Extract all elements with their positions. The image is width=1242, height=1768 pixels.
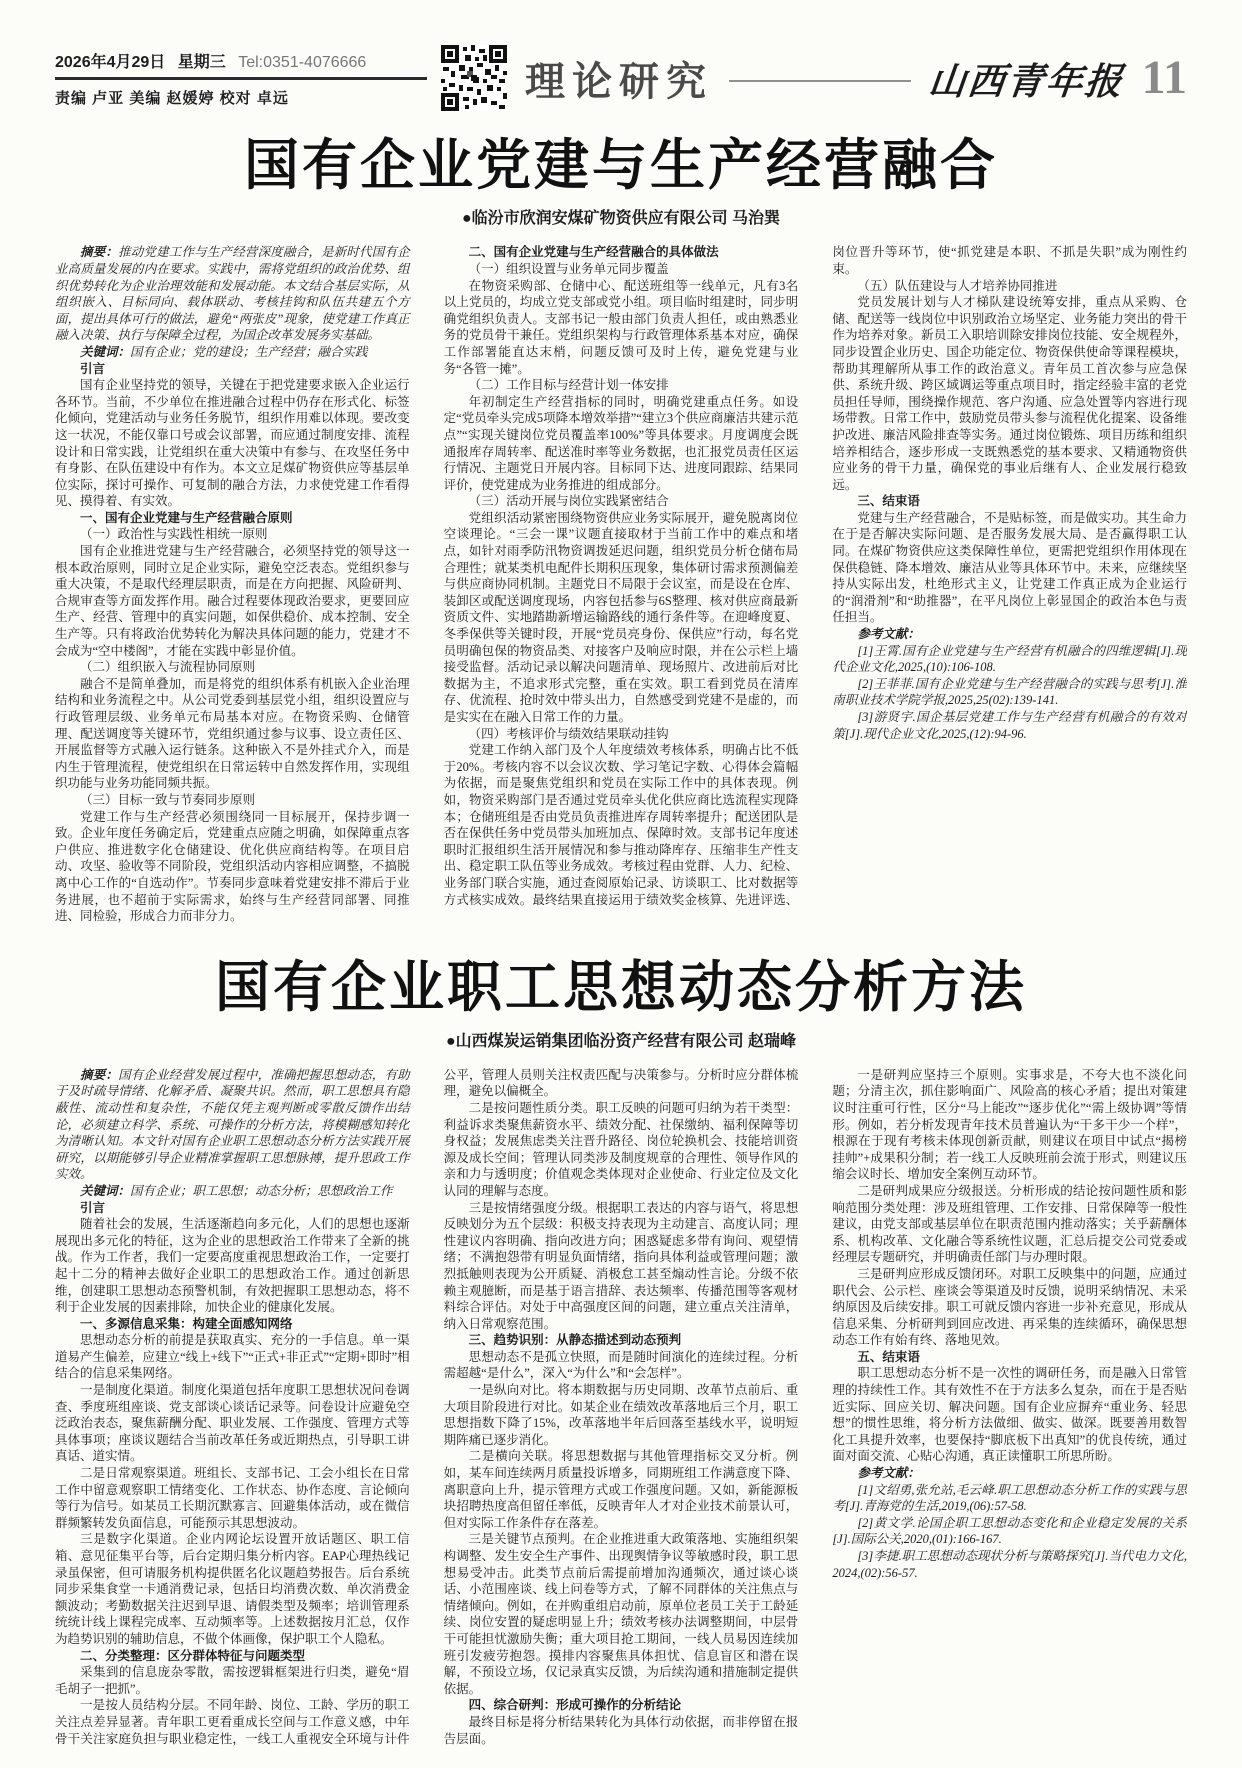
- paragraph: 国有企业推进党建与生产经营融合，必须坚持党的领导这一根本政治原则，同时立足企业实际，避免空泛表态。党组织参与重大决策，不是取代经理层职责，而是在方向把握、风险研判、合规审查等方面发挥作用。融合过程要体现政治要求，更要回应生产、经营、管理中的真实问题，如保供稳价、成本控制、安全生产等。只有将政治优势转化为解决具体问题的能力，党建才不会成为“空中楼阁”，才能在实践中彰显价值。: [55, 544, 410, 658]
- page-number: 11: [1141, 51, 1187, 104]
- publication-date: 2026年4月29日: [55, 53, 166, 71]
- paragraph: 一是制度化渠道。制度化渠道包括年度职工思想状况问卷调查、季度班组座谈、党支部谈心谈话记录等。问卷设计应避免空泛政治表态，聚焦薪酬分配、职业发展、工作强度、管理方式等具体事项；座谈议题结合当前改革任务或近期热点，引导职工讲真话、道实情。: [55, 1383, 410, 1464]
- paragraph: 思想动态不是孤立快照，而是随时间演化的连续过程。分析需超越“是什么”，深入“为什么”和“会怎样”。: [443, 1349, 799, 1381]
- reference-item: [3]游贤宇.国企基层党建工作与生产经营有机融合的有效对策[J].现代企业文化,2025,(12):94-96.: [832, 710, 1187, 741]
- header-rule-line: [729, 80, 911, 82]
- paragraph: 党建工作纳入部门及个人年度绩效考核体系，明确占比不低于20%。考核内容不以会议次数、学习笔记字数、心得体会篇幅为依据，而是聚焦党组织和党员在实际工作中的具体表现。例如，物资采购部门是否通过党员牵头优化供应商比选流程实现降本；仓储班组是否由党员负责推进库存周转率提升；配送团队是否在保供任务中党员带头加班加点、保障时效。支部书记年度述职时汇报组织生活开展情况和参与推动降库存、压缩非生产性支出、稳定职工队伍等业务成效。考核过程由党群、人力、纪检、业务部门联合实施，通过查阅原始记录、访谈职工、比对数据等方式核实成效。最终结果直接运用于绩效奖金核算、先进评选、岗位晋升等环节，使“抓党建是本职、不抓是失职”成为刚性约束。: [443, 245, 1187, 907]
- paragraph-label: 摘要：: [80, 245, 119, 260]
- reference-item: [3]李捷.职工思想动态现状分析与策略探究[J].当代电力文化,2024,(02):56-57.: [832, 1549, 1187, 1580]
- paragraph: （三）活动开展与岗位实践紧密结合: [468, 494, 669, 509]
- section-heading: 引言: [80, 361, 106, 376]
- paragraph: 一是按人员结构分层。不同年龄、岗位、工龄、学历的职工关注点差异显著。青年职工更看重成长空间与工作意义感，中年骨干关注家庭负担与职业稳定性，一线工人重视安全环境与计件公平，管理人员则关注权责匹配与决策参与。分析时应分群体梳理，避免以偏概全。: [55, 1067, 799, 1746]
- paragraph: （五）队伍建设与人才培养协同推进: [857, 278, 1058, 293]
- qr-code-icon: [441, 45, 507, 111]
- section-heading: 引言: [80, 1200, 106, 1215]
- section-heading: 三、趋势识别：从静态描述到动态预判: [468, 1333, 682, 1348]
- article-body: [55, 244, 1187, 928]
- section-heading: 四、综合研判：形成可操作的分析结论: [468, 1698, 682, 1713]
- paragraph: 关键词：国有企业；职工思想；动态分析；思想政治工作: [80, 1183, 393, 1198]
- article-byline: ●山西煤炭运销集团临汾资产经营有限公司 赵瑞峰: [445, 1032, 797, 1050]
- section-title: 理论研究: [525, 58, 713, 104]
- page-header: [55, 38, 1187, 118]
- paragraph: 二是日常观察渠道。班组长、支部书记、工会小组长在日常工作中留意观察职工情绪变化、工作状态、协作态度、言论倾向等行为信号。如某员工长期沉默寡言、回避集体活动，或在微信群频繁转发负面信息，可能预示其思想波动。: [55, 1466, 410, 1530]
- header-left-block: [55, 49, 427, 108]
- paragraph: （三）目标一致与节奏同步原则: [80, 792, 256, 807]
- paragraph: 职工思想动态分析不是一次性的调研任务，而是融入日常管理的持续性工作。其有效性不在于方法多么复杂，而在于是否贴近实际、回应关切、解决问题。国有企业应摒弃“重业务、轻思想”的惯性思维，将分析方法做细、做实、做深。既要善用数智化工具提升效率，也要保持“脚底板下出真知”的优良传统，通过面对面交流、心贴心沟通，真正读懂职工所思所盼。: [832, 1366, 1187, 1464]
- paragraph: 二是研判成果应分级报送。分析形成的结论按问题性质和影响范围分类处理：涉及班组管理、工作安排、日常保障等一般性建议，由党支部或基层单位在职责范围内推动落实；关乎薪酬体系、机构改革、文化融合等系统性议题，汇总后提交公司党委或经理层专题研究，并明确责任部门与办理时限。: [832, 1183, 1187, 1265]
- paragraph: （四）考核评价与绩效结果联动挂钩: [468, 726, 669, 741]
- paragraph: 参考文献：: [857, 627, 920, 642]
- reference-item: [1]王霄.国有企业党建与生产经营有机融合的四维逻辑[J].现代企业文化,2025,(10):106-108.: [832, 643, 1187, 675]
- header-divider: [55, 77, 427, 80]
- paragraph: 三是研判应形成反馈闭环。对职工反映集中的问题，应通过职代会、公示栏、座谈会等渠道及时反馈，说明采纳情况、未采纳原因及后续安排。职工可就反馈内容进一步补充意见，形成从信息采集、分析研判到回应改进、再采集的连续循环，确保思想动态工作有始有终、落地见效。: [832, 1266, 1187, 1348]
- editors-row: 责编 卢亚 美编 赵媛婷 校对 卓远: [55, 89, 289, 107]
- paragraph: 采集到的信息庞杂零散，需按逻辑框架进行归类，避免“眉毛胡子一把抓”。: [55, 1665, 410, 1696]
- paragraph-label: 摘要：: [80, 1067, 119, 1082]
- paragraph: 党建与生产经营融合，不是贴标签，而是做实功。其生命力在于是否解决实际问题、是否服务发展大局、是否赢得职工认同。在煤矿物资供应这类保障性单位，更需把党组织作用体现在保供稳链、降本增效、廉洁从业等具体环节中。未来，应继续坚持从实际出发，杜绝形式主义，让党建工作真正成为企业运行的“润滑剂”和“助推器”，在平凡岗位上彰显国企的政治本色与责任担当。: [832, 510, 1187, 625]
- paragraph: 二是横向关联。将思想数据与其他管理指标交叉分析。例如，某车间连续两月质量投诉增多，同期班组工作满意度下降、离职意向上升，提示管理方式或工作强度问题。又如，新能源板块招聘热度高但留任率低，反映青年人才对企业技术前景认可，但对实际工作条件存在落差。: [443, 1449, 799, 1530]
- article-ideological-analysis: [55, 958, 1187, 1750]
- paragraph: 摘要：推动党建工作与生产经营深度融合，是新时代国有企业高质量发展的内在要求。实践中，需将党组织的政治优势、组织优势转化为企业治理效能和发展动能。本文结合基层实际，从组织嵌入、目标同向、载体联动、考核挂钩和队伍共建五个方面，提出具体可行的做法，避免“两张皮”现象，使党建工作真正融入决策、执行与保障全过程，为国企改革发展务实基础。: [55, 245, 410, 343]
- paragraph: （二）工作目标与经营计划一体安排: [468, 378, 669, 393]
- phone-number: Tel:0351-4076666: [238, 53, 367, 71]
- reference-item: [1]文绍勇,张允站,毛云峰.职工思想动态分析工作的实践与思考[J].青海党的生活,2019,(06):57-58.: [832, 1482, 1187, 1514]
- weekday: 星期三: [177, 53, 226, 71]
- paragraph: 三是按情绪强度分级。根据职工表达的内容与语气，将思想反映划分为五个层级：积极支持表现为主动建言、高度认同；理性建议内容明确、指向改进方向；困惑疑虑多带有询问、观望情绪；不满抱怨带有明显负面情绪，指向具体利益或管理问题；激烈抵触则表现为公开质疑、消极怠工甚至煽动性言论。分级不依赖主观臆断，而是基于语言措辞、表达频率、传播范围等客观材料综合评估。对处于中高强度区间的问题，建立重点关注清单，纳入日常观察范围。: [443, 1200, 799, 1331]
- paragraph: 党员发展计划与人才梯队建设统筹安排，重点从采购、仓储、配送等一线岗位中识别政治立场坚定、业务能力突出的骨干作为培养对象。新员工入职培训除安排岗位技能、安全规程外，同步设置企业历史、国企功能定位、物资保供使命等课程模块，帮助其理解所从事工作的政治意义。青年员工首次参与应急保供、系统升级、跨区域调运等重点项目时，指定经验丰富的老党员担任导师，围绕操作规范、客户沟通、应急处置等内容进行现场带教。日常工作中，鼓励党员带头参与流程优化提案、设备维护改进、廉洁风险排查等实务。通过岗位锻炼、项目历练和组织培养相结合，逐步形成一支既熟悉党的基本要求、又精通物资供应业务的骨干力量，确保党的事业后继有人、企业发展行稳致远。: [832, 295, 1187, 492]
- paragraph: 最终目标是将分析结果转化为具体行动依据，而非停留在报告层面。: [443, 1714, 799, 1746]
- date-row: [55, 49, 427, 72]
- paragraph: 融合不是简单叠加，而是将党的组织体系有机嵌入企业治理结构和业务流程之中。从公司党委到基层党小组，组织设置应与行政管理层级、业务单元布局基本对应。在物资采购、仓储管理、配送调度等关键环节，党组织通过参与议事、设立责任区、开展监督等方式融入运行链条。这种嵌入不是外挂式介入，而是内生于管理流程，使党组织在日常运转中自然发挥作用，实现组织功能与业务功能同频共振。: [55, 676, 410, 791]
- section-heading: 二、分类整理：区分群体特征与问题类型: [80, 1648, 306, 1663]
- paragraph: 思想动态分析的前提是获取真实、充分的一手信息。单一渠道易产生偏差，应建立“线上+线下”“正式+非正式”“定期+即时”相结合的信息采集网络。: [55, 1333, 410, 1381]
- paragraph: 参考文献：: [857, 1466, 920, 1481]
- newspaper-masthead: 山西青年报: [926, 62, 1126, 103]
- section-heading: 二、国有企业党建与生产经营融合的具体做法: [468, 245, 719, 260]
- reference-item: [2]王菲菲.国有企业党建与生产经营融合的实践与思考[J].淮南职业技术学院学报,2025,25(02):139-141.: [832, 676, 1187, 708]
- article-title: 国有企业职工思想动态分析方法: [214, 957, 1027, 1019]
- paragraph: 摘要：国有企业经营发展过程中，准确把握思想动态，有助于及时疏导情绪、化解矛盾、凝聚共识。然而，职工思想具有隐蔽性、流动性和复杂性，不能仅凭主观判断或零散反馈作出结论，必须建立科学、系统、可操作的分析方法，将模糊感知转化为清晰认知。本文针对国有企业职工思想动态分析方法实践开展研究，以期能够引导企业精准掌握职工思想脉搏，提升思政工作实效。: [55, 1067, 410, 1182]
- paragraph-label: 关键词：: [80, 344, 131, 359]
- reference-item: [2]黄文学.论国企职工思想动态变化和企业稳定发展的关系[J].国际公关,2020,(01):166-167.: [832, 1515, 1187, 1547]
- paragraph-label: 关键词：: [80, 1183, 131, 1198]
- paragraph: 三是数字化渠道。企业内网论坛设置开放话题区、职工信箱、意见征集平台等，后台定期归集分析内容。EAP心理热线记录虽保密，但可请服务机构提供匿名化议题趋势报告。后台系统同步采集食堂一卡通消费记录，包括日均消费次数、单次消费金额波动；考勤数据关注迟到早退、请假类型及频率；培训管理系统统计线上课程完成率、互动频率等。上述数据按月汇总，仅作为趋势识别的辅助信息，不做个体画像，保护职工个人隐私。: [55, 1532, 410, 1646]
- section-heading: 三、结束语: [857, 494, 920, 509]
- paragraph: 党组织活动紧密围绕物资供应业务实际展开，避免脱离岗位空谈理论。“三会一课”议题直接取材于当前工作中的难点和堵点，如针对雨季防汛物资调拨延迟问题，组织党员分析仓储布局合理性；就某类机电配件长期积压现象，集体研讨需求预测偏差与供应商协同机制。主题党日不局限于会议室，而是设在仓库、装卸区或配送调度现场，内容包括参与6S整理、核对供应商最新资质文件、实地踏勘新增运输路线的通行条件等。在迎峰度夏、冬季保供等关键时段，开展“党员亮身份、保供应”行动，每名党员明确包保的物资品类、对接客户及响应时限，并在公示栏上墙接受监督。活动记录以解决问题清单、现场照片、改进前后对比数据为主，不追求形式完整，重在实效。职工看到党员在清库存、优流程、抢时效中带头出力，自然感受到党建不是虚的，而是实实在在融入日常工作的力量。: [443, 510, 799, 725]
- section-heading: 一、多源信息采集：构建全面感知网络: [80, 1316, 293, 1331]
- section-heading: 一、国有企业党建与生产经营融合原则: [80, 510, 293, 525]
- paragraph: 二是按问题性质分类。职工反映的问题可归纳为若干类型：利益诉求类聚焦薪资水平、绩效分配、社保缴纳、福利保障等切身权益；发展焦虑类关注晋升路径、岗位轮换机会、技能培训资源及成长空间；管理认同类涉及制度规章的合理性、领导作风的亲和力与透明度；价值观念类体现对企业使命、行业定位及文化认同的理解与态度。: [443, 1100, 799, 1198]
- paragraph: 随着社会的发展，生活逐渐趋向多元化，人们的思想也逐渐展现出多元化的特征，这为企业的思想政治工作带来了全新的挑战。作为工作者，我们一定要高度重视思想政治工作，一定要打起十二分的精神去做好企业职工的思想政治工作。通过创新思维，创建职工思想动态预警机制，有效把握职工思想动态，将不利于企业发展的因素排除，加快企业的健康化发展。: [55, 1217, 410, 1315]
- article-byline: ●临汾市欣润安煤矿物资供应有限公司 马治巽: [461, 210, 781, 228]
- article-party-building: [55, 136, 1187, 928]
- paragraph: 国有企业坚持党的领导，关键在于把党建要求嵌入企业运行各环节。当前，不少单位在推进融合过程中仍存在形式化、标签化倾向，党建活动与业务任务脱节，组织作用难以体现。要改变这一状况，不能仅靠口号或会议部署，而应通过制度安排、流程设计和日常实践，让党组织在重大决策中有参与、在攻坚任务中有身影、在队伍建设中有作为。本文立足煤矿物资供应等基层单位实际，探讨可操作、可复制的融合方法，力求使党建工作看得见、摸得着、有实效。: [55, 378, 410, 509]
- paragraph: 年初制定生产经营指标的同时，明确党建重点任务。如设定“党员牵头完成5项降本增效举措”“建立3个供应商廉洁共建示范点”“实现关键岗位党员覆盖率100%”等具体要求。月度调度会既通报库存周转率、配送准时率等业务数据，也汇报党员责任区运行情况、主题党日开展内容。目标同下达、进度同跟踪、结果同评价，使党建成为业务推进的组成部分。: [443, 394, 799, 492]
- article-title: 国有企业党建与生产经营融合: [243, 135, 998, 196]
- article-body: [55, 1067, 1187, 1751]
- section-heading: 五、结束语: [857, 1349, 920, 1364]
- paragraph: 三是关键节点预判。在企业推进重大政策落地、实施组织架构调整、发生安全生产事件、出现舆情争议等敏感时段，职工思想易受冲击。此类节点前后需提前增加沟通频次，通过谈心谈话、小范围座谈、线上问卷等方式，了解不同群体的关注焦点与情绪倾向。例如，在并购重组启动前，原单位老员工关于工龄延续、岗位安置的疑虑明显上升；绩效考核办法调整期间，中层骨干可能担忧激励失衡；重大项目抢工期间，一线人员易因连续加班引发疲劳抱怨。摸排内容聚焦具体担忧、信息盲区和潜在误解，不预设立场，仅记录真实反馈，为后续沟通和措施制定提供依据。: [443, 1532, 799, 1696]
- paragraph: 关键词：国有企业；党的建设；生产经营；融合实践: [80, 344, 368, 359]
- paragraph: （一）政治性与实践性相统一原则: [80, 527, 268, 542]
- paragraph: 一是纵向对比。将本期数据与历史同期、改革节点前后、重大项目阶段进行对比。如某企业在绩效改革落地后三个月，职工思想指数下降了15%，改革落地半年后回落至基线水平，说明短期阵痛已逐步消化。: [443, 1383, 799, 1447]
- paragraph: 一是研判应坚持三个原则。实事求是，不夸大也不淡化问题；分清主次，抓住影响面广、风险高的核心矛盾；提出对策建议时注重可行性，区分“马上能改”“逐步优化”“需上级协调”等情形。例如，若分析发现青年技术员普遍认为“干多干少一个样”，根源在于现有考核未体现创新贡献，则建议在项目中试点“揭榜挂帅”+成果积分制；若一线工人反映班前会流于形式，则建议压缩会议时长、增加安全案例互动环节。: [832, 1067, 1187, 1182]
- paragraph: （二）组织嵌入与流程协同原则: [80, 660, 256, 675]
- paragraph: 党建工作与生产经营必须围绕同一目标展开，保持步调一致。企业年度任务确定后，党建重点应随之明确，如保障重点客户供应、推进数字化仓储建设、优化供应商结构等。在项目启动、攻坚、验收等不同阶段，党组织活动内容相应调整，不搞脱离中心工作的“自选动作”。节奏同步意味着党建安排不滞后于业务进展，也不超前于实际需求，始终与生产经营同部署、同推进、同检验，形成合力而非分力。: [55, 809, 410, 924]
- paragraph: （一）组织设置与业务单元同步覆盖: [468, 261, 669, 276]
- paragraph: 在物资采购部、仓储中心、配送班组等一线单元，凡有3名以上党员的，均成立党支部或党小组。项目临时组建时，同步明确党组织负责人。支部书记一般由部门负责人担任，或由熟悉业务的党员骨干兼任。党组织架构与行政管理体系基本对应，确保工作部署能直达末梢，问题反馈可及时上传，避免党建与业务“各管一摊”。: [443, 278, 799, 376]
